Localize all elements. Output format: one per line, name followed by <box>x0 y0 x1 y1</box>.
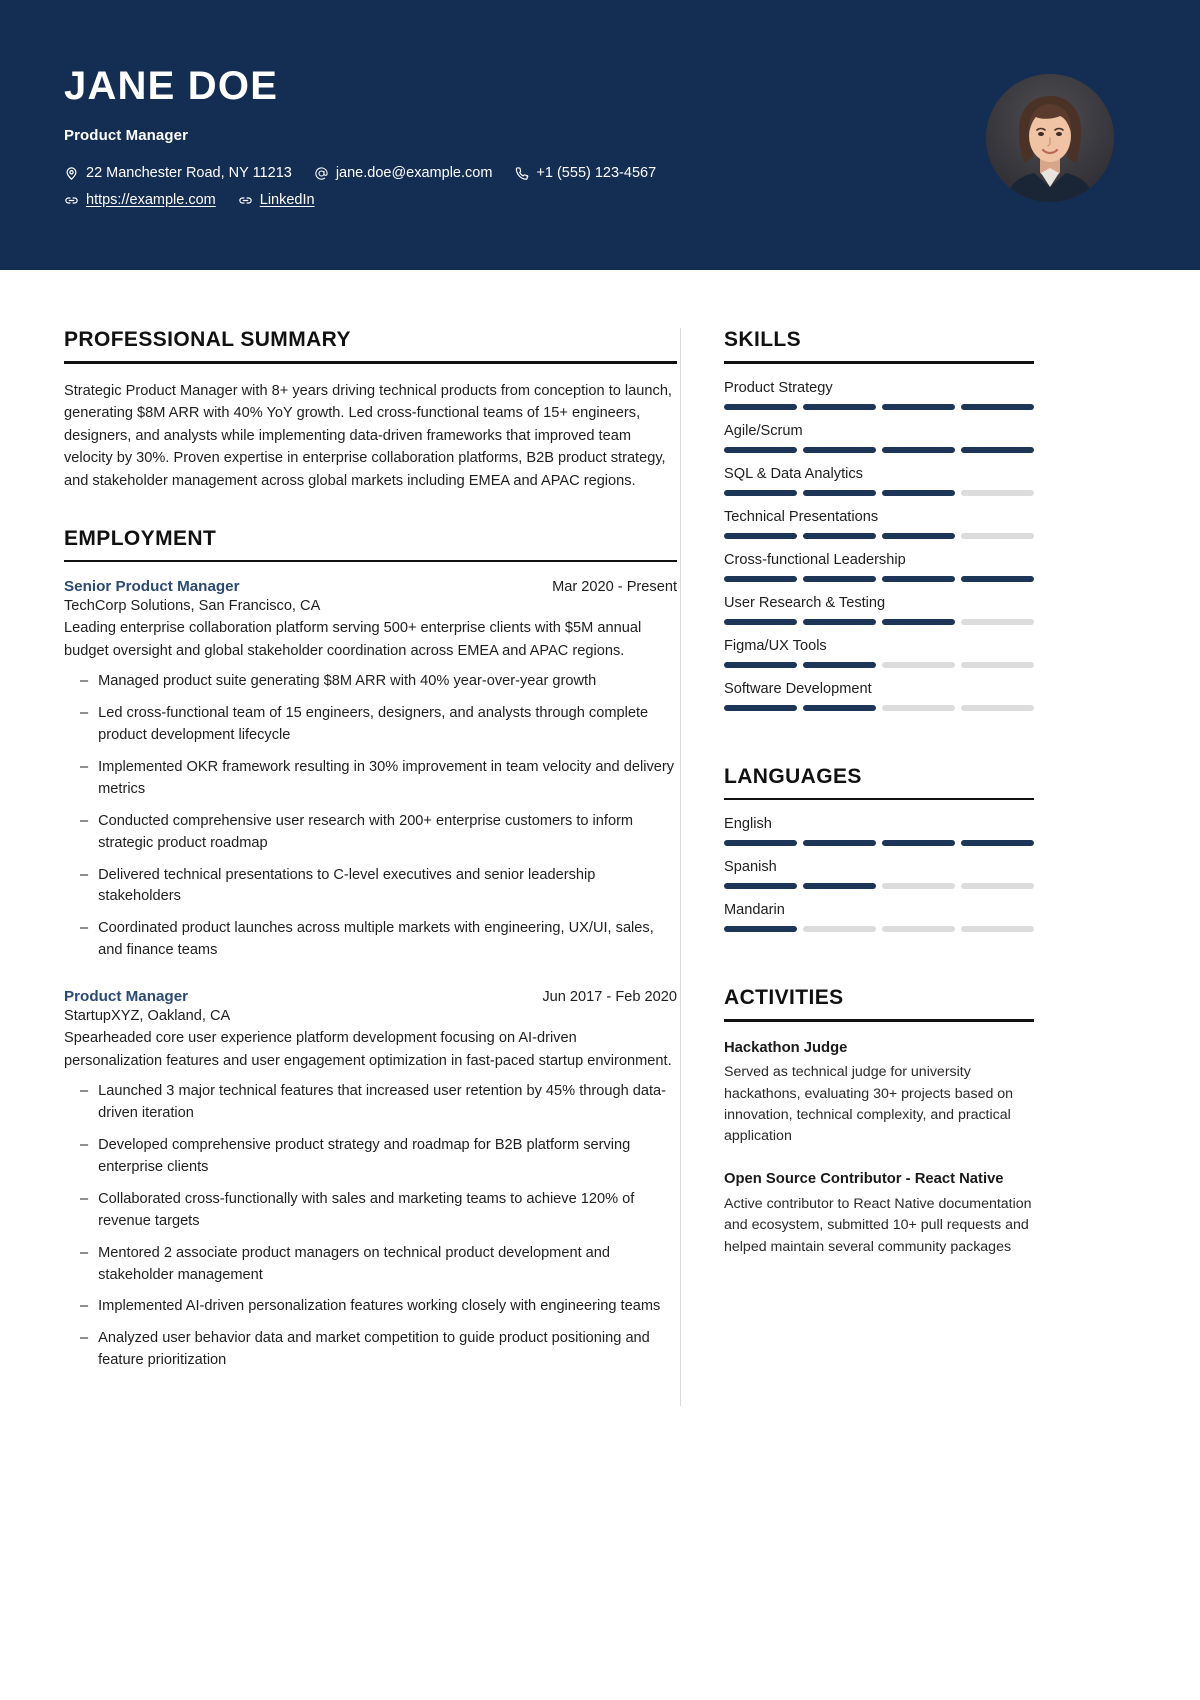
job-description: Spearheaded core user experience platform development focusing on AI-driven personalization features and user engagement optimization in fast-paced startup environment. <box>64 1030 672 1069</box>
employment-entry-header <box>64 578 677 595</box>
section-activities <box>724 986 1045 1258</box>
job-bullet-list <box>64 1081 680 1372</box>
rating-segment <box>803 404 876 410</box>
rating-segment <box>882 705 955 711</box>
contact-row-primary <box>64 164 656 184</box>
job-company: StartupXYZ, Oakland, CA <box>64 1008 231 1025</box>
contact-linkedin[interactable] <box>238 191 315 211</box>
skill-item-label: Software Development <box>724 680 872 697</box>
bullet-dash-icon: – <box>80 758 89 775</box>
activity-description: Active contributor to React Native documentation and ecosystem, submitted 10+ pull requests and helped maintain several community packages <box>724 1196 1032 1255</box>
rating-segment <box>961 490 1034 496</box>
skill-item <box>724 466 1045 496</box>
section-languages <box>724 765 1045 933</box>
bullet-text: Mentored 2 associate product managers on technical product development and stakeholder management <box>98 1244 611 1283</box>
languages-list <box>724 816 1045 932</box>
rating-segment <box>724 404 797 410</box>
avatar <box>986 74 1114 202</box>
section-heading-summary: PROFESSIONAL SUMMARY <box>64 328 351 351</box>
job-role: Senior Product Manager <box>64 578 240 596</box>
bullet-text: Managed product suite generating $8M ARR with 40% year-over-year growth <box>98 673 597 690</box>
section-skills <box>724 328 1045 711</box>
bullet-text: Launched 3 major technical features that increased user retention by 45% through data-driven iteration <box>98 1083 667 1122</box>
phone-icon <box>514 166 529 181</box>
skill-item-label: SQL & Data Analytics <box>724 465 863 482</box>
skill-item <box>724 380 1045 410</box>
rating-segment <box>882 619 955 625</box>
job-bullet <box>64 918 677 962</box>
job-dates: Mar 2020 - Present <box>552 579 677 596</box>
rating-segment <box>803 619 876 625</box>
skill-item <box>724 423 1045 453</box>
rating-segment <box>724 883 797 889</box>
rating-segment <box>882 490 955 496</box>
job-bullet <box>64 757 677 801</box>
rating-segment <box>803 576 876 582</box>
skill-item-rating-bar <box>724 533 1034 539</box>
employment-entry <box>64 578 680 962</box>
language-item <box>724 816 1045 846</box>
spacer <box>724 745 1045 765</box>
job-bullet-list <box>64 671 680 962</box>
job-bullet <box>64 1328 677 1372</box>
bullet-dash-icon: – <box>80 1330 89 1347</box>
job-bullet <box>64 1189 677 1233</box>
bullet-text: Conducted comprehensive user research with 200+ enterprise customers to inform strategic product roadmap <box>98 812 634 851</box>
rating-segment <box>961 883 1034 889</box>
link-icon <box>64 193 79 208</box>
job-bullet <box>64 811 677 855</box>
contact-details <box>64 164 656 210</box>
language-item-rating-bar <box>724 926 1034 932</box>
skill-item-rating-bar <box>724 447 1034 453</box>
job-bullet <box>64 1296 677 1318</box>
link-icon <box>238 193 253 208</box>
bullet-dash-icon: – <box>80 673 89 690</box>
bullet-dash-icon: – <box>80 1298 89 1315</box>
skills-list <box>724 380 1045 711</box>
rating-segment <box>961 404 1034 410</box>
contact-row-links <box>64 191 656 211</box>
skill-item-label: Figma/UX Tools <box>724 637 827 654</box>
contact-address-text: 22 Manchester Road, NY 11213 <box>86 165 292 181</box>
rating-segment <box>882 404 955 410</box>
location-pin-icon <box>64 166 79 181</box>
skill-item-rating-bar <box>724 404 1034 410</box>
activity-item <box>724 1038 1045 1148</box>
spacer <box>724 966 1045 986</box>
section-heading-employment: EMPLOYMENT <box>64 526 217 550</box>
rating-segment <box>961 926 1034 932</box>
rating-segment <box>724 490 797 496</box>
language-item-label: Spanish <box>724 859 777 875</box>
rating-segment <box>961 840 1034 846</box>
job-description: Leading enterprise collaboration platform serving 500+ enterprise clients with $5M annual budget oversight and global stakeholder coordination across EMEA and APAC regions. <box>64 620 642 659</box>
employment-entry <box>64 988 680 1372</box>
rating-segment <box>961 447 1034 453</box>
job-company: TechCorp Solutions, San Francisco, CA <box>64 598 321 615</box>
rating-segment <box>803 490 876 496</box>
language-item-label: Mandarin <box>724 902 785 918</box>
activity-title: Hackathon Judge <box>724 1039 848 1056</box>
skill-item-rating-bar <box>724 576 1034 582</box>
section-divider <box>64 361 677 364</box>
rating-segment <box>882 840 955 846</box>
bullet-text: Led cross-functional team of 15 engineers, designers, and analysts through complete product development lifecycle <box>98 705 649 744</box>
bullet-text: Delivered technical presentations to C-level executives and senior leadership stakeholders <box>98 866 596 905</box>
skill-item-rating-bar <box>724 662 1034 668</box>
section-heading-activities: ACTIVITIES <box>724 986 844 1009</box>
rating-segment <box>724 533 797 539</box>
bullet-text: Implemented AI-driven personalization features working closely with engineering teams <box>98 1298 661 1315</box>
bullet-text: Collaborated cross-functionally with sales and marketing teams to achieve 120% of revenue targets <box>98 1190 635 1229</box>
skill-item <box>724 552 1045 582</box>
resume-header <box>0 0 1200 270</box>
skill-item <box>724 638 1045 668</box>
skill-item-label: Agile/Scrum <box>724 422 803 439</box>
rating-segment <box>724 619 797 625</box>
bullet-dash-icon: – <box>80 812 89 829</box>
rating-segment <box>882 926 955 932</box>
bullet-dash-icon: – <box>80 866 89 883</box>
language-item-rating-bar <box>724 840 1034 846</box>
language-item-rating-bar <box>724 883 1034 889</box>
rating-segment <box>961 705 1034 711</box>
job-role: Product Manager <box>64 988 189 1006</box>
rating-segment <box>724 576 797 582</box>
skill-item-label: Product Strategy <box>724 379 833 396</box>
rating-segment <box>882 883 955 889</box>
skill-item-rating-bar <box>724 705 1034 711</box>
language-item <box>724 859 1045 889</box>
skill-item-label: Cross-functional Leadership <box>724 551 906 568</box>
side-column <box>680 270 1200 1406</box>
section-divider <box>724 1019 1034 1022</box>
section-divider <box>724 798 1034 801</box>
section-employment <box>64 527 680 1373</box>
bullet-dash-icon: – <box>80 920 89 937</box>
activities-list <box>724 1038 1045 1258</box>
rating-segment <box>724 447 797 453</box>
rating-segment <box>803 705 876 711</box>
bullet-dash-icon: – <box>80 1083 89 1100</box>
main-column <box>0 270 680 1406</box>
section-divider <box>64 560 677 563</box>
rating-segment <box>882 576 955 582</box>
rating-segment <box>803 533 876 539</box>
job-bullet <box>64 1081 677 1125</box>
job-bullet <box>64 1243 677 1287</box>
header-identity-block <box>64 58 656 217</box>
skill-item-rating-bar <box>724 619 1034 625</box>
contact-email[interactable] <box>314 164 493 184</box>
section-heading-skills: SKILLS <box>724 328 802 351</box>
rating-segment <box>803 662 876 668</box>
section-professional-summary <box>64 328 680 493</box>
skill-item-label: Technical Presentations <box>724 508 879 525</box>
rating-segment <box>882 533 955 539</box>
contact-phone[interactable] <box>514 164 656 184</box>
rating-segment <box>803 840 876 846</box>
rating-segment <box>961 576 1034 582</box>
rating-segment <box>724 705 797 711</box>
activity-item <box>724 1169 1045 1258</box>
activity-title: Open Source Contributor - React Native <box>724 1171 1004 1188</box>
bullet-text: Analyzed user behavior data and market competition to guide product positioning and feature prioritization <box>98 1330 650 1369</box>
job-bullet <box>64 1135 677 1179</box>
skill-item <box>724 595 1045 625</box>
contact-website-link[interactable]: https://example.com <box>86 191 216 208</box>
job-bullet <box>64 865 677 909</box>
bullet-dash-icon: – <box>80 1137 89 1154</box>
section-divider <box>724 361 1034 364</box>
rating-segment <box>724 926 797 932</box>
job-bullet <box>64 671 677 693</box>
header-job-title: Product Manager <box>64 127 189 144</box>
email-at-icon <box>314 166 329 181</box>
bullet-dash-icon: – <box>80 1244 89 1261</box>
contact-address <box>64 164 292 184</box>
bullet-text: Coordinated product launches across multiple markets with engineering, UX/UI, sales, and finance teams <box>98 920 654 959</box>
summary-text: Strategic Product Manager with 8+ years driving technical products from conception to launch, generating $8M ARR with 40% YoY growth. Led cross-functional teams of 15+ engineers, designers, and analysts while implementing data-driven frameworks that improved team velocity by 30%. Proven expertise in enterprise collaboration platforms, B2B product strategy, and stakeholder management across global markets including EMEA and APAC regions. <box>64 382 672 489</box>
skill-item-label: User Research & Testing <box>724 594 886 611</box>
skill-item <box>724 681 1045 711</box>
employment-entry-header <box>64 988 677 1005</box>
rating-segment <box>724 662 797 668</box>
rating-segment <box>961 662 1034 668</box>
language-item-label: English <box>724 816 772 832</box>
contact-linkedin-link[interactable]: LinkedIn <box>259 191 315 208</box>
rating-segment <box>961 533 1034 539</box>
resume-body <box>0 270 1200 1406</box>
job-bullet <box>64 703 677 747</box>
rating-segment <box>803 883 876 889</box>
bullet-dash-icon: – <box>80 705 89 722</box>
job-dates: Jun 2017 - Feb 2020 <box>542 989 677 1006</box>
section-heading-languages: LANGUAGES <box>724 764 862 788</box>
employment-list <box>64 578 680 1372</box>
skill-item <box>724 509 1045 539</box>
rating-segment <box>882 447 955 453</box>
skill-item-rating-bar <box>724 490 1034 496</box>
activity-description: Served as technical judge for university hackathons, evaluating 30+ projects based on innovation, technical complexity, and practical application <box>724 1064 1014 1145</box>
contact-website[interactable] <box>64 191 216 211</box>
rating-segment <box>724 840 797 846</box>
contact-phone-text: +1 (555) 123-4567 <box>536 165 657 181</box>
bullet-dash-icon: – <box>80 1190 89 1207</box>
rating-segment <box>882 662 955 668</box>
language-item <box>724 902 1045 932</box>
page-title: JANE DOE <box>64 64 279 108</box>
bullet-text: Implemented OKR framework resulting in 30% improvement in team velocity and delivery metrics <box>98 758 675 797</box>
rating-segment <box>961 619 1034 625</box>
rating-segment <box>803 926 876 932</box>
contact-email-text: jane.doe@example.com <box>335 165 493 181</box>
bullet-text: Developed comprehensive product strategy and roadmap for B2B platform serving enterprise clients <box>98 1137 631 1175</box>
rating-segment <box>803 447 876 453</box>
